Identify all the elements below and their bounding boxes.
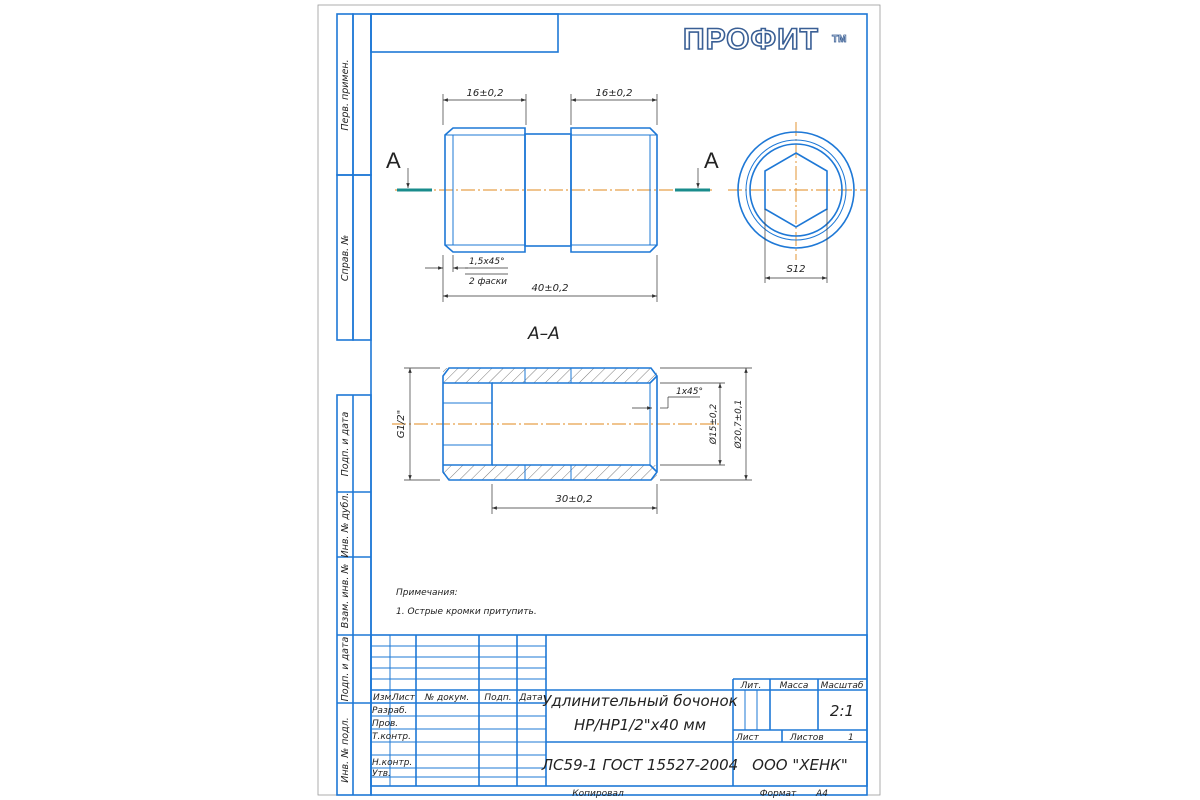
tb-col-docum: № докум.: [424, 693, 470, 703]
tb-col-izm: Изм.: [373, 693, 395, 703]
top-left-box: [371, 14, 558, 52]
tb-row-utv: Утв.: [372, 769, 391, 779]
tb-material: ЛС59-1 ГОСТ 15527-2004: [541, 756, 739, 774]
tb-lit: Лит.: [740, 681, 762, 691]
side-inv-podl: Инв. № подл.: [340, 717, 351, 783]
dim-length: 40±0,2: [531, 283, 569, 294]
section-title: А–А: [528, 324, 560, 344]
tb-col-data: Дата: [519, 693, 543, 703]
tb-name-line-2: НР/НР1/2"x40 мм: [573, 716, 707, 734]
dim-hex: S12: [786, 264, 806, 275]
side-sprav: Справ. №: [340, 234, 351, 282]
logo-mark: [683, 23, 846, 56]
tb-listov-label: Листов: [790, 733, 824, 743]
logo-text: ПРОФИТ: [683, 23, 820, 56]
drawing-frame: [371, 14, 867, 795]
section-mark-left: А: [386, 148, 401, 173]
side-perv-primen: Перв. примен.: [340, 59, 351, 131]
tb-name-line-1: Удлинительный бочонок: [542, 692, 738, 710]
dim-depth: 30±0,2: [555, 494, 593, 505]
section-mark-right: А: [704, 148, 719, 173]
dim-thread-left: 16±0,2: [466, 88, 504, 99]
side-inv-dubl: Инв. № дубл.: [340, 492, 351, 558]
notes-item-1: 1. Острые кромки притупить.: [396, 607, 537, 617]
tb-row-prov: Пров.: [372, 719, 399, 729]
notes-title: Примечания:: [396, 588, 458, 598]
section-view: [392, 368, 752, 514]
logo-tm: ТМ: [832, 34, 847, 45]
dim-thread-size: G1/2": [396, 409, 407, 439]
tb-massa: Масса: [779, 681, 809, 691]
dim-thread-right: 16±0,2: [595, 88, 633, 99]
side-podp-data-2: Подп. и дата: [340, 636, 351, 702]
dim-chamfer-note: 2 фаски: [469, 277, 508, 287]
tb-col-list: Лист: [392, 693, 415, 703]
side-podp-data-1: Подп. и дата: [340, 411, 351, 477]
end-view: [728, 122, 866, 283]
dim-inner-chamfer: 1x45°: [676, 387, 704, 397]
tb-format-value: A4: [816, 789, 828, 799]
tb-kopiroval: Копировал: [572, 789, 624, 799]
side-stamp: [337, 14, 371, 795]
side-vzam-inv: Взам. инв. №: [340, 563, 351, 629]
dim-outer: Ø20,7±0,1: [734, 399, 744, 449]
tb-masshtab: Масштаб: [820, 681, 864, 691]
main-view: [386, 88, 719, 302]
dim-bore: Ø15±0,2: [709, 403, 719, 445]
dim-chamfer: 1,5x45°: [469, 257, 505, 267]
tb-list-label: Лист: [736, 733, 759, 743]
tb-company: ООО "ХЕНК": [752, 756, 848, 774]
tb-row-nkontr: Н.контр.: [372, 758, 413, 768]
tb-listov-value: 1: [848, 733, 854, 743]
tb-col-podp: Подп.: [484, 693, 512, 703]
notes: [396, 588, 537, 617]
title-block: [371, 635, 867, 799]
tb-scale-value: 2:1: [829, 702, 855, 720]
tb-format-label: Формат: [759, 789, 797, 799]
tb-row-razrab: Разраб.: [372, 706, 408, 716]
tb-row-tkontr: Т.контр.: [372, 732, 412, 742]
